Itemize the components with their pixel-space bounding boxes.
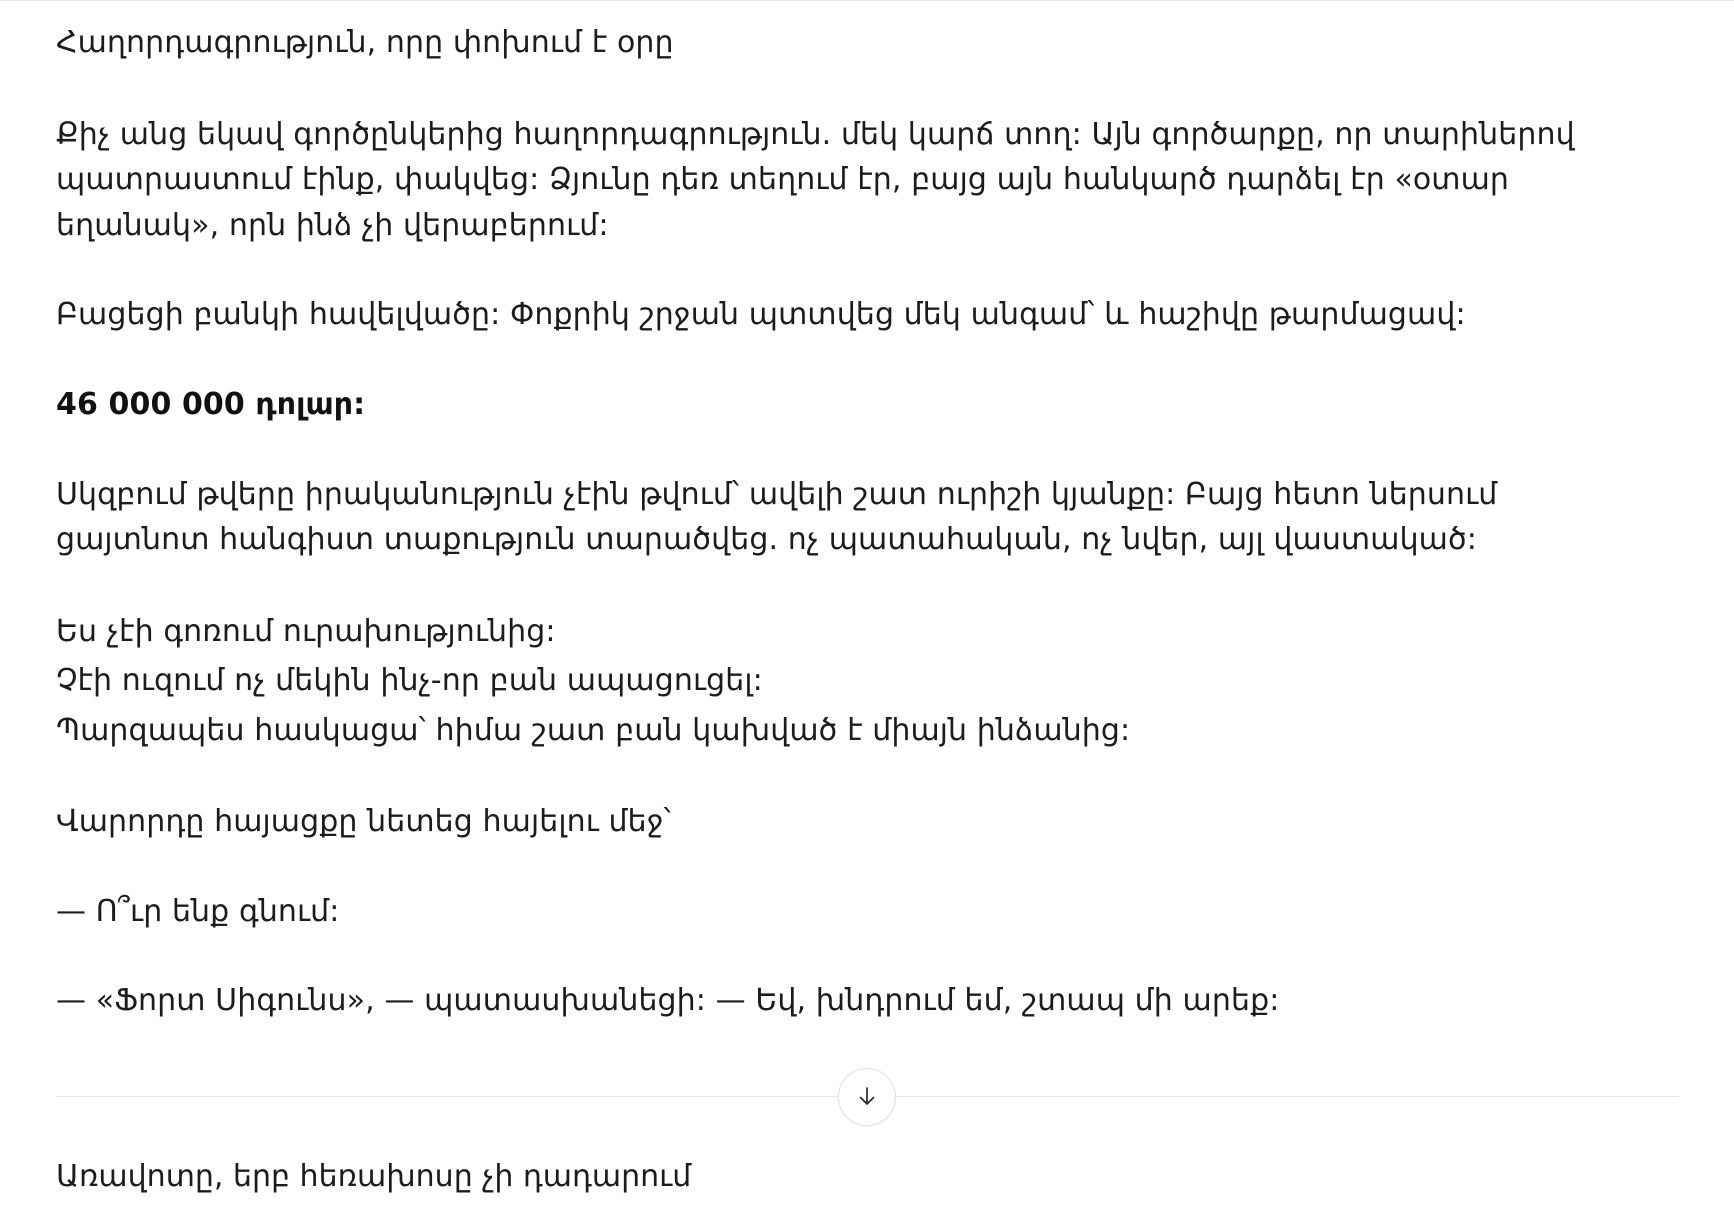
stanza-block (56, 607, 1638, 756)
dialogue-line-1: — Ո՞ւր ենք գնում: (56, 893, 340, 929)
section-divider (56, 1068, 1678, 1124)
paragraph-1: Քիչ անց եկավ գործընկերից հաղորդագրություն. մեկ կարճ տող: Այն գործարքը, որ տարիներով պատրաստում էինք, փակվեց: Ձյունը դեռ տեղում էր, բայց այն հանկարծ դարձել էր «օտար եղանակ», որն ինձ չի վերաբերում: (56, 116, 1575, 243)
amount-highlight: 46 000 000 դոլար: (56, 386, 366, 422)
arrow-down-icon (854, 1084, 880, 1110)
next-section-title: Առավոտը, երբ հեռախոսը չի դադարում (56, 1159, 692, 1195)
stanza-line-1: Ես չէի գոռում ուրախությունից: (56, 613, 556, 649)
stanza-line-3: Պարզապես հասկացա՝ հիմա շատ բան կախված է միայն ինձանից: (56, 712, 1131, 748)
paragraph-3: Սկզբում թվերը իրականություն չէին թվում՝ ավելի շատ ուրիշի կյանքը: Բայց հետո ներսում ցայտնոտ հանգիստ տաքություն տարածվեց. ոչ պատահական, ոչ նվեր, այլ վաստակած: (56, 476, 1498, 558)
top-divider (0, 0, 1734, 1)
stanza-line-2: Չէի ուզում ոչ մեկին ինչ-որ բան ապացուցել: (56, 663, 763, 699)
article-heading: Հաղորդագրություն, որը փոխում է օրը (56, 25, 674, 60)
paragraph-2: Բացեցի բանկի հավելվածը: Փոքրիկ շրջան պտտվեց մեկ անգամ՝ և հաշիվը թարմացավ: (56, 297, 1466, 333)
scroll-down-button[interactable] (838, 1068, 896, 1126)
dialogue-line-2: — «Ֆորտ Սիգունս», — պատասխանեցի: — Եվ, խնդրում եմ, շտապ մի արեք: (56, 983, 1280, 1019)
paragraph-4: Վարորդը հայացքը նետեց հայելու մեջ՝ (56, 804, 671, 840)
